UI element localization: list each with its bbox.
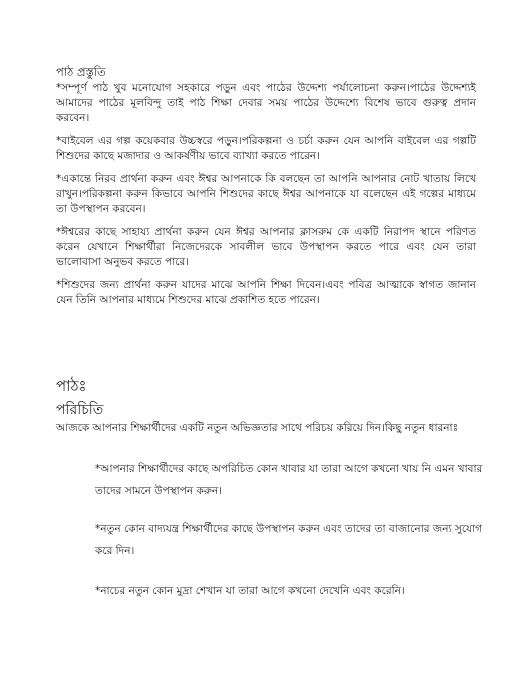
preparation-paragraph-1: *সম্পূর্ণ পাঠ খুব মনোযোগ সহকারে পড়ুন এবং পাঠের উদ্দেশ্য পর্যালোচনা করুন।পাঠের উদ্দেশ্যই আমাদের পাঠের মূলবিন্দু তাই পাঠ শিক্ষা দেবার সময় পাঠের উদ্দেশ্যে বিশেষ ভাবে গুরুত্ব প্রদান করবেন। [56,82,476,124]
preparation-section [56,81,476,316]
lesson-heading: পাঠঃ [56,377,87,395]
preparation-paragraph-3: *একান্তে নিরব প্রার্থনা করুন এবং ঈশ্বর আপনাকে কি বলছেন তা আপনি আপনার নোট খাতায় লিখে রাখুন।পরিকল্পনা করুন কিভাবে আপনি শিশুদের কাছে ঈশ্বর আপনাকে যা বলেছেন এই গল্পের মাধ্যমে তা উপস্থাপন করবেন। [56,173,476,215]
idea-item-instrument: *নতুন কোন বাদ্যযন্ত্র শিক্ষার্থীদের কাছে উপস্থাপন করুন এবং তাদের তা বাজানোর জন্য সুযোগ করে দিন। [95,523,483,557]
preparation-title: পাঠ প্রস্তুতি [56,65,106,79]
preparation-paragraph-2: *বাইবেল এর গল্প কয়েকবার উচ্চস্বরে পড়ুন।পরিকল্পনা ও চর্চা করুন যেন আপনি বাইবেল এর গল্পটি শিশুদের কাছে মজাদার ও আকর্ষণীয় ভাবে ব্যাখ্যা করতে পারেন। [56,135,476,162]
preparation-paragraph-4: *ঈশ্বরের কাছে সাহায্য প্রার্থনা করুন যেন ঈশ্বর আপনার ক্লাসরুম কে একটি নিরাপদ স্থানে পরিণত করেন যেখানে শিক্ষার্থীরা নিজেদেরকে সাবলীল ভাবে উপস্থাপন করতে পারে এবং যেন তারা ভালোবাসা অনুভব করতে পারে। [56,226,476,268]
introduction-heading: পরিচিতি [56,402,104,418]
introduction-text: আজকে আপনার শিক্ষার্থীদের একটি নতুন অভিজ্ঞতার সাথে পরিচয় করিয়ে দিন।কিছু নতুন ধারনাঃ [56,422,459,434]
preparation-paragraph-5: *শিশুদের জন্য প্রার্থনা করুন যাদের মাঝে আপনি শিক্ষা দিবেন।এবং পবিত্র আত্মাকে স্বাগত জানান যেন তিনি আপনার মাধ্যমে শিশুদের মাঝে প্রকাশিত হতে পারেন। [56,279,476,306]
idea-item-food: *আপনার শিক্ষার্থীদের কাছে অপরিচিত কোন খাবার যা তারা আগে কখনো খায় নি এমন খাবার তাদের সামনে উপস্থাপন করুন। [95,463,483,497]
idea-item-dance: *নাচের নতুন কোন মুদ্রা শেখান যা তারা আগে কখনো দেখেনি এবং করেনি। [95,585,405,597]
